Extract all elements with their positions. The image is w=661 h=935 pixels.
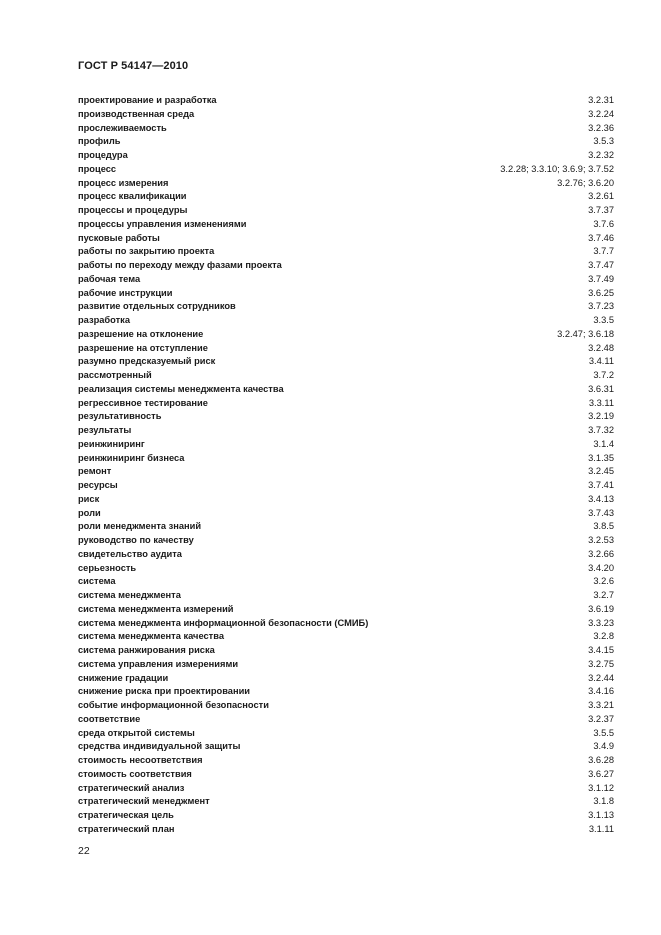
index-reference: 3.5.5 [593, 727, 614, 738]
index-term: система ранжирования риска [78, 645, 215, 655]
index-term: развитие отдельных сотрудников [78, 301, 236, 312]
index-term: серьезность [78, 562, 137, 573]
index-entry [78, 465, 614, 479]
index-term: производственная среда [78, 108, 195, 119]
index-entry [78, 369, 614, 383]
index-term: стратегический менеджмент [78, 796, 210, 807]
index-reference: 3.3.21 [588, 700, 614, 710]
index-reference: 3.6.19 [588, 603, 614, 614]
index-term: процессы и процедуры [78, 205, 188, 215]
index-term: стратегическая цель [78, 810, 174, 820]
index-reference: 3.1.12 [588, 782, 614, 793]
index-reference: 3.7.46 [588, 232, 614, 243]
index-reference: 3.2.48 [588, 342, 614, 353]
index-entry [78, 383, 614, 397]
index-entry [78, 644, 614, 658]
index-entry [78, 795, 614, 809]
index-entry [78, 218, 614, 232]
index-term: система менеджмента качества [78, 631, 224, 642]
index-entry [78, 713, 614, 727]
index-reference: 3.8.5 [593, 521, 614, 532]
index-term: стратегический анализ [78, 782, 185, 793]
index-term: среда открытой системы [78, 727, 195, 738]
index-term: ресурсы [78, 480, 118, 490]
index-term: стоимость несоответствия [78, 755, 203, 765]
index-reference: 3.4.9 [593, 741, 614, 752]
index-reference: 3.2.31 [588, 95, 614, 105]
index-reference: 3.2.8 [593, 631, 614, 642]
index-reference: 3.2.19 [588, 411, 614, 422]
index-entry [78, 410, 614, 424]
index-entry [78, 562, 614, 576]
index-term: проектирование и разработка [78, 95, 217, 105]
index-term: свидетельство аудита [78, 548, 182, 559]
index-term: разумно предсказуемый риск [78, 356, 216, 367]
index-term: процесс квалификации [78, 191, 187, 202]
index-entry [78, 740, 614, 754]
index-entry [78, 397, 614, 411]
index-entry [78, 163, 614, 177]
index-reference: 3.7.6 [593, 218, 614, 229]
index-entry [78, 548, 614, 562]
document-header: ГОСТ Р 54147—2010 [78, 60, 189, 72]
index-term: процессы управления изменениями [78, 218, 247, 229]
index-entry [78, 479, 614, 493]
index-term: ремонт [78, 466, 112, 477]
index-entry [78, 603, 614, 617]
index-entry [78, 658, 614, 672]
index-list [78, 94, 614, 837]
index-term: процедура [78, 150, 128, 160]
index-term: реинжиниринг бизнеса [78, 452, 185, 463]
index-reference: 3.2.6 [593, 576, 614, 587]
index-term: регрессивное тестирование [78, 397, 208, 408]
index-entry [78, 149, 614, 163]
index-entry [78, 589, 614, 603]
index-entry [78, 507, 614, 521]
index-reference: 3.4.11 [588, 356, 614, 367]
index-reference: 3.1.4 [593, 438, 614, 449]
index-reference: 3.7.37 [588, 205, 614, 215]
index-entry [78, 727, 614, 741]
index-term: профиль [78, 136, 121, 147]
index-reference: 3.2.47; 3.6.18 [557, 328, 614, 339]
index-term: система менеджмента информационной безопасности (СМИБ) [78, 617, 369, 628]
index-entry [78, 328, 614, 342]
index-reference: 3.2.36 [588, 122, 614, 133]
index-entry [78, 424, 614, 438]
index-reference: 3.1.8 [593, 796, 614, 807]
index-term: система управления измерениями [78, 658, 239, 669]
index-term: стратегический план [78, 823, 175, 834]
index-term: система менеджмента измерений [78, 603, 234, 614]
index-entry [78, 452, 614, 466]
index-term: соответствие [78, 713, 141, 724]
index-reference: 3.4.15 [588, 645, 614, 655]
index-entry [78, 190, 614, 204]
index-term: риск [78, 493, 100, 504]
index-term: система менеджмента [78, 590, 181, 600]
index-entry [78, 94, 614, 108]
index-entry [78, 245, 614, 259]
index-reference: 3.2.44 [588, 672, 614, 683]
index-term: событие информационной безопасности [78, 700, 269, 710]
index-term: реинжиниринг [78, 438, 145, 449]
index-reference: 3.6.31 [588, 383, 614, 394]
index-entry [78, 259, 614, 273]
index-entry [78, 575, 614, 589]
index-term: процесс [78, 163, 117, 174]
index-entry [78, 782, 614, 796]
index-reference: 3.7.41 [588, 480, 614, 490]
index-term: разработка [78, 315, 130, 325]
index-entry [78, 520, 614, 534]
index-term: разрешение на отступление [78, 342, 208, 353]
index-reference: 3.2.75 [588, 658, 614, 669]
index-entry [78, 699, 614, 713]
index-entry [78, 135, 614, 149]
index-term: разрешение на отклонение [78, 328, 204, 339]
index-entry [78, 617, 614, 631]
index-term: процесс измерения [78, 177, 169, 188]
index-entry [78, 754, 614, 768]
index-term: рабочая тема [78, 273, 141, 284]
index-entry [78, 355, 614, 369]
index-term: прослеживаемость [78, 122, 167, 133]
index-term: руководство по качеству [78, 535, 194, 545]
index-term: работы по переходу между фазами проекта [78, 260, 282, 270]
index-reference: 3.4.16 [588, 686, 614, 697]
index-reference: 3.2.76; 3.6.20 [557, 177, 614, 188]
index-reference: 3.7.2 [593, 370, 614, 380]
index-term: снижение градации [78, 672, 169, 683]
index-term: средства индивидуальной защиты [78, 741, 241, 752]
index-reference: 3.2.45 [588, 466, 614, 477]
index-reference: 3.6.25 [588, 287, 614, 298]
index-reference: 3.7.49 [588, 273, 614, 284]
index-reference: 3.2.24 [588, 108, 614, 119]
index-term: результаты [78, 425, 132, 435]
index-reference: 3.2.53 [588, 535, 614, 545]
index-reference: 3.6.27 [588, 768, 614, 779]
index-entry [78, 232, 614, 246]
index-term: результативность [78, 411, 162, 422]
index-reference: 3.7.32 [588, 425, 614, 435]
index-entry [78, 672, 614, 686]
index-entry [78, 768, 614, 782]
index-entry [78, 534, 614, 548]
index-entry [78, 685, 614, 699]
index-term: реализация системы менеджмента качества [78, 383, 284, 394]
index-entry [78, 300, 614, 314]
index-term: роли [78, 507, 101, 518]
index-term: рассмотренный [78, 370, 152, 380]
index-reference: 3.2.37 [588, 713, 614, 724]
index-reference: 3.3.5 [593, 315, 614, 325]
index-entry [78, 493, 614, 507]
index-entry [78, 273, 614, 287]
index-reference: 3.2.61 [588, 191, 614, 202]
index-term: роли менеджмента знаний [78, 521, 202, 532]
index-entry [78, 809, 614, 823]
index-reference: 3.1.35 [588, 452, 614, 463]
index-reference: 3.2.32 [588, 150, 614, 160]
index-reference: 3.4.13 [588, 493, 614, 504]
index-reference: 3.4.20 [588, 562, 614, 573]
index-entry [78, 287, 614, 301]
index-reference: 3.5.3 [593, 136, 614, 147]
index-entry [78, 823, 614, 837]
index-term: снижение риска при проектировании [78, 686, 251, 697]
index-entry [78, 204, 614, 218]
index-reference: 3.2.66 [588, 548, 614, 559]
index-reference: 3.3.23 [588, 617, 614, 628]
index-reference: 3.1.11 [588, 823, 614, 834]
index-reference: 3.6.28 [588, 755, 614, 765]
index-entry [78, 630, 614, 644]
index-reference: 3.7.23 [588, 301, 614, 312]
index-entry [78, 108, 614, 122]
index-entry [78, 342, 614, 356]
index-term: стоимость соответствия [78, 768, 192, 779]
index-entry [78, 438, 614, 452]
index-reference: 3.3.11 [588, 397, 614, 408]
index-reference: 3.1.13 [588, 810, 614, 820]
index-term: рабочие инструкции [78, 287, 173, 298]
index-term: пусковые работы [78, 232, 160, 243]
index-reference: 3.7.47 [588, 260, 614, 270]
index-entry [78, 314, 614, 328]
index-reference: 3.2.28; 3.3.10; 3.6.9; 3.7.52 [500, 163, 614, 174]
index-term: система [78, 576, 116, 587]
index-reference: 3.2.7 [593, 590, 614, 600]
index-reference: 3.7.7 [593, 246, 614, 257]
index-entry [78, 177, 614, 191]
page-number: 22 [78, 845, 90, 857]
index-entry [78, 122, 614, 136]
index-term: работы по закрытию проекта [78, 246, 215, 257]
index-reference: 3.7.43 [588, 507, 614, 518]
